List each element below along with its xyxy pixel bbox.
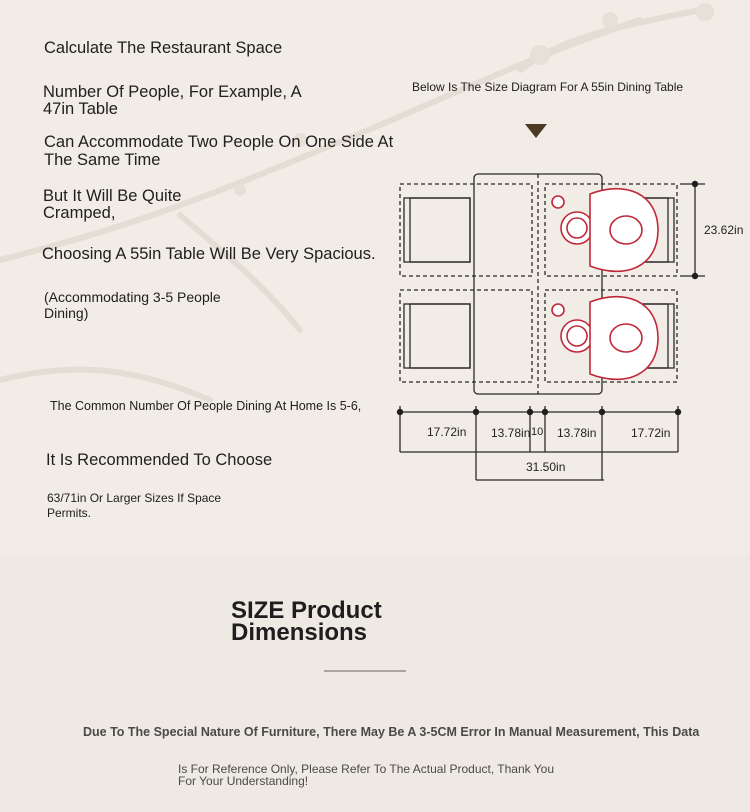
text-line-7: It Is Recommended To Choose: [46, 451, 273, 469]
disclaimer-line1: Due To The Special Nature Of Furniture, There May Be A 3-5CM Error In Manual Measurement, This Data: [83, 725, 700, 739]
size-title-line1: SIZE Product: [231, 597, 382, 624]
text-line-8a: 63/71in Or Larger Sizes If Space: [47, 491, 222, 505]
dim-d-label: 13.78in: [557, 426, 597, 440]
text-line-5b: Dining): [44, 305, 89, 321]
text-line-5a: (Accommodating 3-5 People: [44, 289, 221, 305]
disclaimer-line2: [178, 763, 578, 787]
diner-top: [552, 189, 658, 272]
disclaimer-line2b: For Your Understanding!: [178, 774, 309, 788]
dim-total-label: 31.50in: [526, 460, 566, 474]
dim-b-label: 13.78in: [491, 426, 531, 440]
dining-table-diagram: [390, 110, 750, 490]
text-line-1a: Number Of People, For Example, A: [43, 83, 302, 101]
dim-c-label: 10: [531, 426, 544, 438]
size-title: [231, 597, 382, 646]
dim-height-label: 23.62in: [704, 223, 744, 237]
dim-a-label: 17.72in: [427, 425, 467, 439]
page-heading: Calculate The Restaurant Space: [44, 39, 283, 57]
text-line-1b: 47in Table: [43, 100, 118, 118]
size-title-line2: Dimensions: [231, 619, 368, 646]
chair-top-left: [404, 198, 470, 262]
disclaimer-line2a: Is For Reference Only, Please Refer To The Actual Product, Thank You: [178, 762, 554, 776]
text-line-3a: But It Will Be Quite: [43, 187, 182, 205]
table-top-shape: [474, 174, 602, 394]
text-line-8b: Permits.: [47, 506, 92, 520]
diner-bottom: [552, 297, 658, 380]
title-divider: [324, 670, 406, 672]
text-line-2a: Can Accommodate Two People On One Side At: [44, 133, 394, 151]
text-line-2b: The Same Time: [44, 151, 161, 169]
dim-e-label: 17.72in: [631, 426, 671, 440]
chair-bottom-left: [404, 304, 470, 368]
text-line-6: The Common Number Of People Dining At Home Is 5-6,: [50, 399, 362, 413]
text-line-4: Choosing A 55in Table Will Be Very Spacious.: [42, 245, 376, 263]
diagram-caption: Below Is The Size Diagram For A 55in Dining Table: [412, 80, 684, 94]
text-line-3b: Cramped,: [43, 204, 116, 222]
